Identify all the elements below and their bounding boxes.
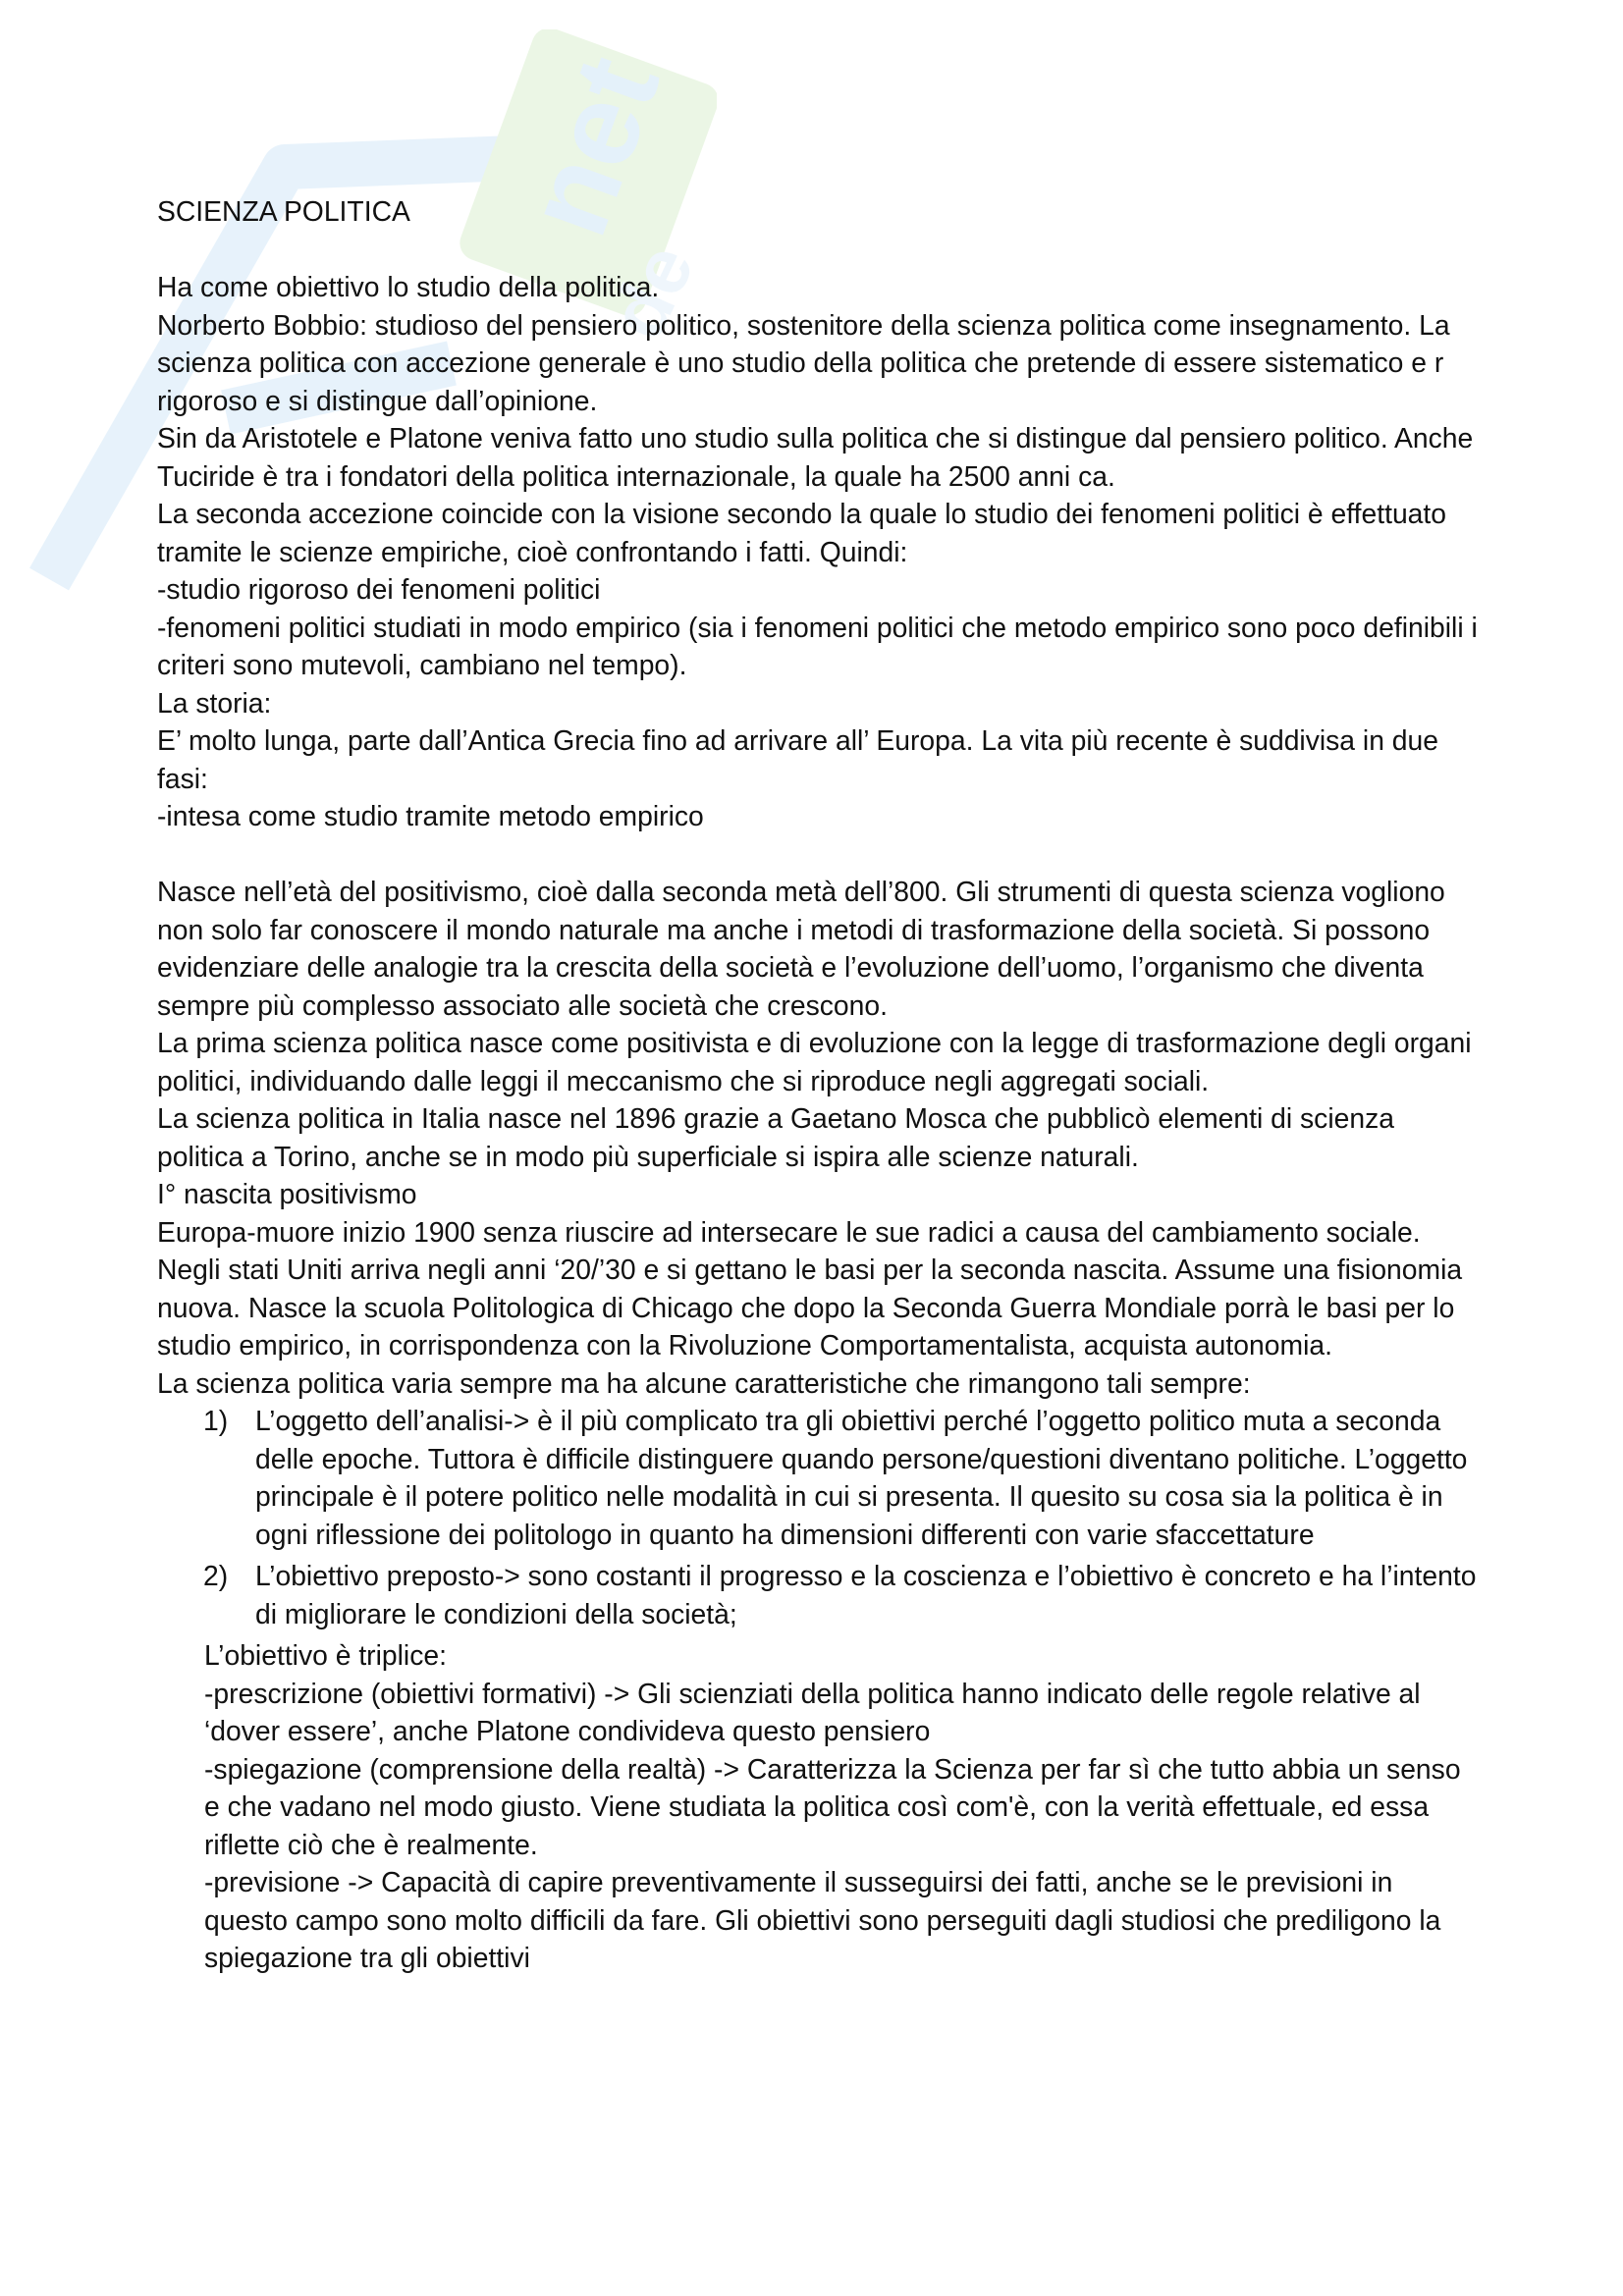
paragraph: La scienza politica varia sempre ma ha alcune caratteristiche che rimangono tali sempre: bbox=[157, 1366, 1251, 1399]
paragraph: La prima scienza politica nasce come positivista e di evoluzione con la legge di trasformazione degli organi politici, individuando dalle leggi il meccanismo che si riproduce negli aggregati sociali. bbox=[157, 1027, 1472, 1096]
paragraph: Sin da Aristotele e Platone veniva fatto uno studio sulla politica che si distingue dal pensiero politico. Anche Tuciride è tra i fondatori della politica internazionale, la quale ha 2500 anni ca. bbox=[157, 422, 1474, 492]
list-number: 1) bbox=[203, 1405, 229, 1436]
numbered-list bbox=[157, 1402, 1483, 1632]
document-page bbox=[157, 192, 1483, 1977]
list-item-text: L’obiettivo preposto-> sono costanti il progresso e la coscienza e l’obiettivo è concreto e ha l’intento di migliorare le condizioni della società; bbox=[255, 1560, 1477, 1629]
watermark-brand-secondary: de bbox=[592, 231, 711, 351]
objectives-section bbox=[157, 1636, 1483, 1977]
paragraph: Nasce nell’età del positivismo, cioè dalla seconda metà dell’800. Gli strumenti di questa scienza vogliono non solo far conoscere il mondo naturale ma anche i metodi di trasformazione della società. Si possono evidenziare delle analogie tra la crescita della società e l’evoluzione dell’uomo, l’organismo che diventa sempre più complesso associato alle società che crescono. bbox=[157, 876, 1445, 1021]
paragraph: Negli stati Uniti arriva negli anni ‘20/’30 e si gettano le basi per la seconda nascita. Assume una fisionomia nuova. Nasce la scuola Politologica di Chicago che dopo la Seconda Guerra Mondiale porrà le basi per lo studio empirico, in corrispondenza con la Rivoluzione Comportamentalista, acquista autonomia. bbox=[157, 1254, 1463, 1361]
blank-line bbox=[157, 835, 1483, 874]
paragraph: L’obiettivo è triplice: bbox=[204, 1639, 447, 1671]
paragraph: E’ molto lunga, parte dall’Antica Grecia fino ad arrivare all’ Europa. La vita più recente è suddivisa in due fasi: bbox=[157, 724, 1439, 794]
list-item-text: L’oggetto dell’analisi-> è il più complicato tra gli obiettivi perché l’oggetto politico muta a seconda delle epoche. Tuttora è difficile distinguere quando persone/questioni diventano politiche. L’oggetto principale è il potere politico nelle modalità in cui si presenta. Il quesito su cosa sia la politica è in ogni riflessione dei politologo in quanto ha dimensioni differenti con varie sfaccettature bbox=[255, 1405, 1468, 1550]
history-section bbox=[157, 873, 1483, 1402]
paragraph: La storia: bbox=[157, 686, 272, 719]
paragraph: Ha come obiettivo lo studio della politica. bbox=[157, 271, 660, 302]
intro-section bbox=[157, 268, 1483, 835]
paragraph: -previsione -> Capacità di capire preventivamente il susseguirsi dei fatti, anche se le previsioni in questo campo sono molto difficili da fare. Gli obiettivi sono perseguiti dagli studiosi che prediligono la spiegazione tra gli obiettivi bbox=[204, 1866, 1441, 1973]
paragraph: -intesa come studio tramite metodo empirico bbox=[157, 800, 704, 831]
paragraph: Norberto Bobbio: studioso del pensiero politico, sostenitore della scienza politica come insegnamento. La scienza politica con accezione generale è uno studio della politica che pretende di essere sistematico e r rigoroso e si distingue dall’opinione. bbox=[157, 308, 1450, 416]
paragraph: -fenomeni politici studiati in modo empirico (sia i fenomeni politici che metodo empirico sono poco definibili i criteri sono mutevoli, cambiano nel tempo). bbox=[157, 611, 1478, 680]
list-item bbox=[157, 1402, 1483, 1553]
paragraph: La seconda accezione coincide con la visione secondo la quale lo studio dei fenomeni politici è effettuato tramite le scienze empiriche, cioè confrontando i fatti. Quindi: bbox=[157, 498, 1447, 567]
watermark-brand-primary: net bbox=[500, 40, 685, 252]
paragraph: I° nascita positivismo bbox=[157, 1178, 417, 1209]
paragraph: Europa-muore inizio 1900 senza riuscire ad intersecare le sue radici a causa del cambiamento sociale. bbox=[157, 1215, 1421, 1248]
document-title: SCIENZA POLITICA bbox=[157, 195, 410, 227]
paragraph: -spiegazione (comprensione della realtà) -> Caratterizza la Scienza per far sì che tutto abbia un senso e che vadano nel modo giusto. Viene studiata la politica così com'è, con la verità effettuale, ed essa riflette ciò che è realmente. bbox=[204, 1752, 1461, 1860]
paragraph: -studio rigoroso dei fenomeni politici bbox=[157, 573, 601, 605]
list-number: 2) bbox=[203, 1560, 229, 1591]
paragraph: -prescrizione (obiettivi formativi) -> Gli scienziati della politica hanno indicato delle regole relative al ‘dover essere’, anche Platone condivideva questo pensiero bbox=[204, 1677, 1421, 1746]
list-item bbox=[157, 1557, 1483, 1632]
paragraph: La scienza politica in Italia nasce nel 1896 grazie a Gaetano Mosca che pubblicò elementi di scienza politica a Torino, anche se in modo più superficiale si ispira alle scienze naturali. bbox=[157, 1102, 1394, 1172]
